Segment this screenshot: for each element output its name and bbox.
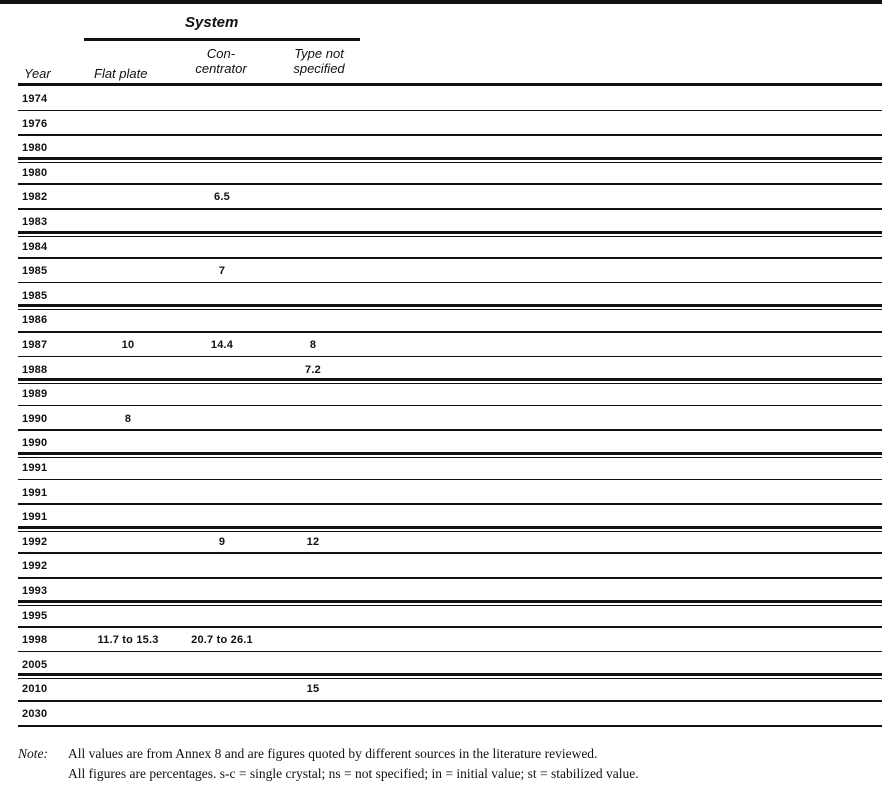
table-row bbox=[18, 135, 882, 159]
group-divider-rule bbox=[18, 526, 882, 529]
year-cell: 1987 bbox=[22, 339, 48, 351]
group-divider-rule bbox=[18, 157, 882, 160]
year-cell: 1991 bbox=[22, 486, 48, 499]
year-cell: 1992 bbox=[22, 535, 48, 548]
type-not-specified-cell: 15 bbox=[306, 683, 320, 696]
year-cell: 2010 bbox=[22, 683, 48, 696]
type-not-specified-cell: 12 bbox=[306, 535, 320, 548]
table-row bbox=[18, 553, 882, 577]
row-divider-rule bbox=[18, 552, 882, 554]
group-divider-rule-secondary bbox=[18, 383, 882, 384]
type-not-specified-header-line1: Type not bbox=[294, 46, 344, 61]
table-row bbox=[18, 701, 882, 725]
year-cell: 1995 bbox=[22, 609, 48, 622]
row-divider-rule bbox=[18, 651, 882, 653]
concentrator-cell: 7 bbox=[218, 265, 226, 278]
table-row bbox=[18, 627, 882, 651]
table-row bbox=[18, 258, 882, 282]
table-row bbox=[18, 406, 882, 430]
year-cell: 1983 bbox=[22, 216, 48, 228]
concentrator-column-header bbox=[184, 46, 258, 76]
row-divider-rule bbox=[18, 577, 882, 579]
row-divider-rule bbox=[18, 429, 882, 431]
year-cell: 1984 bbox=[22, 240, 48, 253]
row-divider-rule bbox=[18, 405, 882, 407]
concentrator-cell: 14.4 bbox=[210, 339, 234, 351]
table-row bbox=[18, 504, 882, 528]
table-row bbox=[18, 480, 882, 504]
group-divider-rule bbox=[18, 452, 882, 455]
year-cell: 2030 bbox=[22, 708, 48, 720]
table-row bbox=[18, 652, 882, 676]
group-divider-rule bbox=[18, 673, 882, 676]
row-divider-rule bbox=[18, 134, 882, 136]
table-row bbox=[18, 578, 882, 602]
year-cell: 1976 bbox=[22, 117, 48, 130]
system-group-heading: System bbox=[185, 14, 239, 31]
table-row bbox=[18, 307, 882, 331]
year-cell: 1982 bbox=[22, 191, 48, 204]
table-bottom-rule bbox=[18, 725, 882, 727]
row-divider-rule bbox=[18, 626, 882, 628]
table-row bbox=[18, 184, 882, 208]
group-divider-rule-secondary bbox=[18, 678, 882, 679]
row-divider-rule bbox=[18, 208, 882, 210]
table-top-rule bbox=[0, 0, 882, 4]
row-divider-rule bbox=[18, 282, 882, 284]
table-row bbox=[18, 676, 882, 700]
year-cell: 1991 bbox=[22, 511, 48, 524]
table-row bbox=[18, 381, 882, 405]
year-cell: 1990 bbox=[22, 437, 48, 450]
note-label: Note: bbox=[18, 746, 48, 761]
type-not-specified-header-line2: specified bbox=[293, 61, 345, 76]
year-cell: 1991 bbox=[22, 462, 48, 474]
year-cell: 1990 bbox=[22, 412, 48, 425]
table-row bbox=[18, 234, 882, 258]
year-cell: 2005 bbox=[22, 658, 48, 671]
concentrator-header-line1: Con- bbox=[206, 46, 236, 61]
row-divider-rule bbox=[18, 356, 882, 358]
year-cell: 1998 bbox=[22, 634, 48, 647]
row-divider-rule bbox=[18, 700, 882, 702]
concentrator-cell: 9 bbox=[218, 535, 226, 548]
header-bottom-rule bbox=[18, 83, 882, 86]
year-cell: 1986 bbox=[22, 314, 48, 327]
group-divider-rule-secondary bbox=[18, 605, 882, 606]
concentrator-header-line2: centrator bbox=[195, 61, 247, 76]
flat-plate-cell: 11.7 to 15.3 bbox=[97, 634, 159, 647]
flat-plate-cell: 10 bbox=[121, 339, 135, 351]
table-row bbox=[18, 283, 882, 307]
row-divider-rule bbox=[18, 479, 882, 481]
year-cell: 1992 bbox=[22, 560, 48, 573]
year-cell: 1985 bbox=[22, 289, 48, 302]
table-row bbox=[18, 603, 882, 627]
year-cell: 1988 bbox=[22, 363, 48, 376]
year-cell: 1980 bbox=[22, 166, 48, 179]
year-cell: 1985 bbox=[22, 265, 48, 278]
table-row bbox=[18, 357, 882, 381]
row-divider-rule bbox=[18, 331, 882, 333]
note-line-2: All figures are percentages. s-c = single crystal; ns = not specified; in = initial value; st = stabilized value. bbox=[68, 766, 639, 781]
table-row bbox=[18, 209, 882, 233]
year-cell: 1974 bbox=[22, 93, 48, 105]
year-cell: 1980 bbox=[22, 142, 48, 155]
row-divider-rule bbox=[18, 257, 882, 259]
table-row bbox=[18, 160, 882, 184]
group-divider-rule-secondary bbox=[18, 236, 882, 237]
group-divider-rule bbox=[18, 304, 882, 307]
table-row bbox=[18, 332, 882, 356]
group-divider-rule bbox=[18, 378, 882, 381]
row-divider-rule bbox=[18, 183, 882, 185]
group-divider-rule bbox=[18, 231, 882, 234]
table-row bbox=[18, 86, 882, 110]
row-divider-rule bbox=[18, 110, 882, 112]
note-line-1: All values are from Annex 8 and are figures quoted by different sources in the literature reviewed. bbox=[68, 746, 598, 761]
year-column-header: Year bbox=[24, 66, 51, 81]
group-divider-rule-secondary bbox=[18, 457, 882, 458]
table-row bbox=[18, 111, 882, 135]
flat-plate-column-header: Flat plate bbox=[94, 66, 148, 81]
concentrator-cell: 20.7 to 26.1 bbox=[191, 634, 253, 647]
group-divider-rule-secondary bbox=[18, 309, 882, 310]
type-not-specified-cell: 7.2 bbox=[305, 363, 321, 376]
type-not-specified-cell: 8 bbox=[309, 339, 317, 351]
row-divider-rule bbox=[18, 503, 882, 505]
group-divider-rule-secondary bbox=[18, 162, 882, 163]
table-row bbox=[18, 430, 882, 454]
table-row bbox=[18, 455, 882, 479]
year-cell: 1989 bbox=[22, 388, 48, 401]
concentrator-cell: 6.5 bbox=[214, 191, 230, 204]
year-cell: 1993 bbox=[22, 585, 48, 597]
group-divider-rule-secondary bbox=[18, 531, 882, 532]
system-group-rule bbox=[84, 38, 360, 41]
flat-plate-cell: 8 bbox=[124, 412, 132, 425]
type-not-specified-column-header bbox=[279, 46, 359, 76]
table-row bbox=[18, 529, 882, 553]
group-divider-rule bbox=[18, 600, 882, 603]
